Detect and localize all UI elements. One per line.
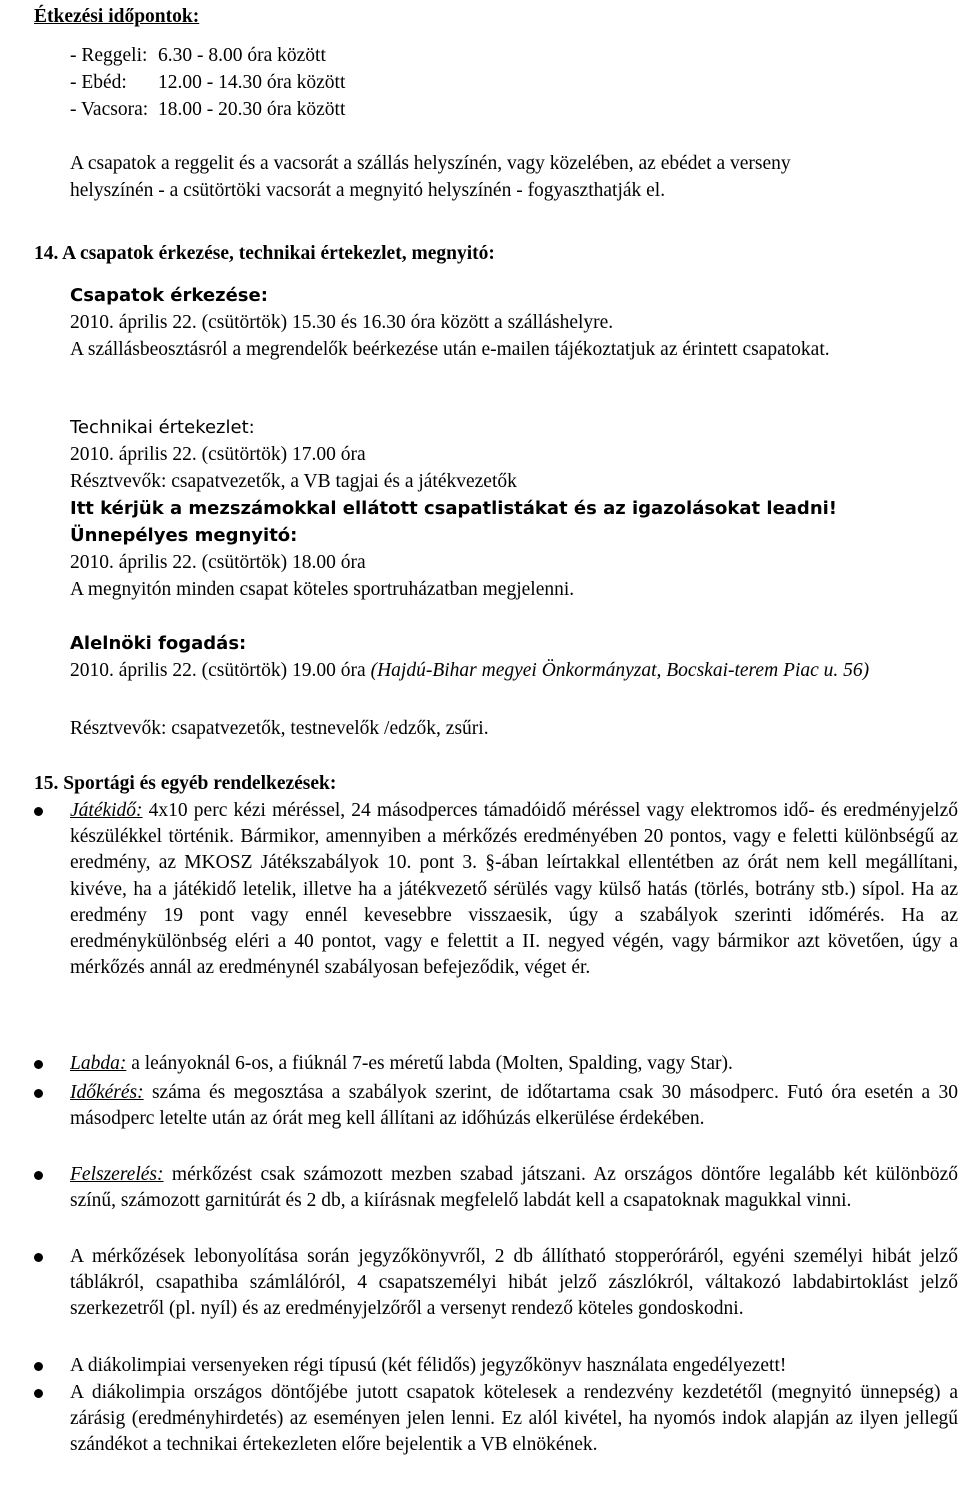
rule-playing-time [70,798,958,981]
arrival-line-1: 2010. április 22. (csütörtök) 15.30 és 16.30 óra között a szálláshelyre. [70,312,614,333]
meal-note-line-1: A csapatok a reggelit és a vacsorát a szállás helyszínén, vagy közelében, az ebédet a verseny [70,153,791,174]
bullet-marker [34,1362,43,1371]
meal-time: 18.00 - 20.30 óra között [158,99,346,120]
arrival-title: Csapatok érkezése: [70,285,268,306]
section-14-heading: 14. A csapatok érkezése, technikai értekezlet, megnyitó: [34,243,495,264]
meal-note-line-2: helyszínén - a csütörtöki vacsorát a megnyitó helyszínén - fogyaszthatják el. [70,180,666,201]
bullet-marker [34,1060,43,1069]
reception-datetime: 2010. április 22. (csütörtök) 19.00 óra [70,660,371,681]
rule-term: Felszerelés: [70,1164,164,1185]
rule-text: a leányoknál 6-os, a fiúknál 7-es méretű labda (Molten, Spalding, vagy Star). [126,1053,733,1074]
rule-term: Játékidő: [70,800,143,821]
rule-term: Labda: [70,1053,127,1074]
bullet-marker [34,1253,43,1262]
bullet-marker [34,1389,43,1398]
rule-text: 4x10 perc kézi méréssel, 24 másodperces támadóidő méréssel vagy elektromos idő- és eredményjelző készülékkel történik. Bármikor, amennyiben a mérkőzés eredményében 20 pontos, vagy e feletti különbségű az eredmény, az MKOSZ Játékszabályok 10. pont 3. §-ában leírtakkal ellentétben az órát nem kell megállítani, kivéve, ha a játékidő letelik, illetve ha a játékvezető sérülés vagy külső hatás (törlés, botrány stb.) sípol. Ha az eredmény 19 pont vagy ennél kevesebbre visszaesik, úgy a szabályok szerinti időmérés. Ha az eredménykülönbség eléri a 40 pontot, vagy e felettit a II. negyed végén, vagy bármikor azt követően, úgy a mérkőzés annál az eredménynél szabályosan befejeződik, véget ér. [70,800,958,979]
technical-line-3: Itt kérjük a mezszámokkal ellátott csapatlistákat és az igazolásokat leadni! [70,498,838,519]
bullet-marker [34,1171,43,1180]
reception-line-1 [70,658,958,684]
rule-organizer-duties [70,1244,958,1323]
arrival-line-2: A szállásbeosztásról a megrendelők beérkezése után e-mailen tájékoztatjuk az érintett csapatokat. [70,339,830,360]
bullet-marker [34,807,43,816]
meal-time: 12.00 - 14.30 óra között [158,72,346,93]
meal-time: 6.30 - 8.00 óra között [158,45,326,66]
opening-line-2: A megnyitón minden csapat köteles sportruházatban megjelenni. [70,579,575,600]
rule-equipment [70,1162,958,1214]
bullet-marker [34,1089,43,1098]
meal-label: - Reggeli: [70,45,148,66]
section-15-heading-text: 15. Sportági és egyéb rendelkezések: [34,773,337,794]
rule-scoresheet [70,1353,958,1379]
rule-text: száma és megosztása a szabályok szerint, de időtartama csak 30 másodperc. Futó óra esetén a 30 másodperc letelte után az órát meg kell állítani az időhúzás elkerülése érdekében. [70,1082,958,1130]
meal-item-dinner [70,97,345,123]
meal-item-lunch [70,70,345,96]
meal-times-heading: Étkezési időpontok: [34,6,200,27]
reception-title: Alelnöki fogadás: [70,633,247,654]
opening-line-1: 2010. április 22. (csütörtök) 18.00 óra [70,552,366,573]
meal-label: - Vacsora: [70,99,149,120]
meal-item-breakfast [70,43,326,69]
meal-label: - Ebéd: [70,72,127,93]
section-15-heading [34,771,336,797]
technical-title: Technikai értekezlet: [70,417,255,438]
reception-venue: (Hajdú-Bihar megyei Önkormányzat, Bocskai-terem Piac u. 56) [370,660,870,681]
rule-timeout [70,1080,958,1132]
rule-term: Időkérés: [70,1082,144,1103]
rule-text: mérkőzést csak számozott mezben szabad játszani. Az országos döntőre legalább két különböző színű, számozott garnitúrát és 2 db, a kiírásnak megfelelő labdát kell a csapatoknak magukkal vinni. [70,1164,958,1212]
opening-title: Ünnepélyes megnyitó: [70,525,298,546]
technical-line-2: Résztvevők: csapatvezetők, a VB tagjai és a játékvezetők [70,471,517,492]
rule-attendance [70,1380,958,1459]
rule-text: A diákolimpiai versenyeken régi típusú (két félidős) jegyzőkönyv használata engedélyezett! [70,1355,787,1376]
rule-text: A diákolimpia országos döntőjébe jutott csapatok kötelesek a rendezvény kezdetétől (megnyitó ünnepség) a zárásig (eredményhirdetés) az eseményen jelen lenni. Ez alól kivétel, ha nyomós indok alapján az ilyen jellegű szándékot a technikai értekezleten előre bejelentik a VB elnökének. [70,1382,958,1456]
technical-line-1: 2010. április 22. (csütörtök) 17.00 óra [70,444,366,465]
rule-ball [70,1051,958,1077]
rule-text: A mérkőzések lebonyolítása során jegyzőkönyvről, 2 db állítható stopperóráról, egyéni személyi hibát jelző táblákról, csapathiba számlálóról, 4 csapatszemélyi hibát jelző zászlókról, váltakozó labdabirtoklást jelző szerkezetről (pl. nyíl) és az eredményjelzőről a versenyt rendező köteles gondoskodni. [70,1246,958,1320]
reception-line-2: Résztvevők: csapatvezetők, testnevelők /edzők, zsűri. [70,718,489,739]
